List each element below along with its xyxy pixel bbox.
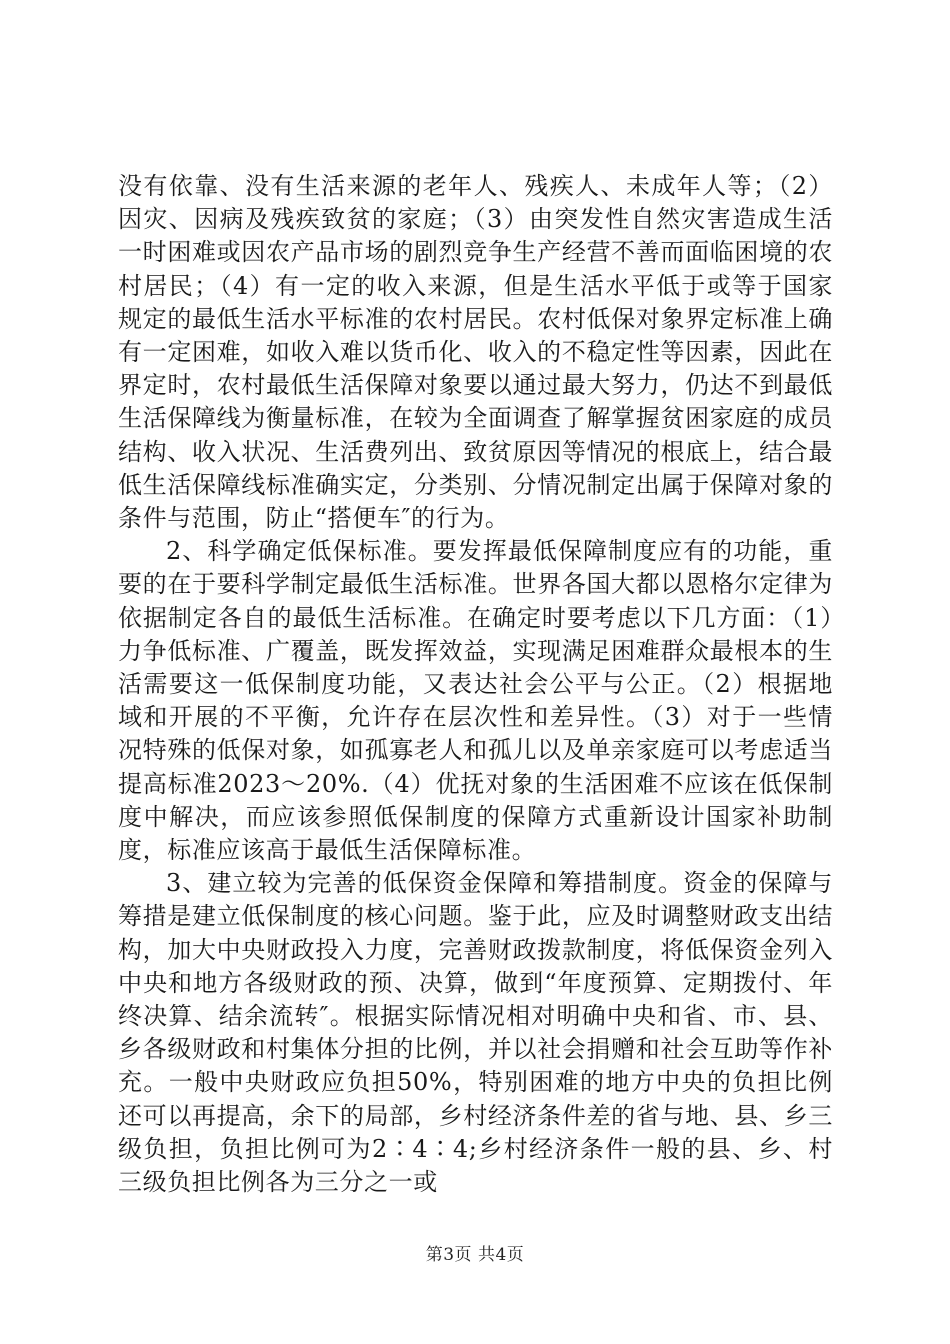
page-footer: [0, 1240, 950, 1265]
document-body: [118, 170, 833, 1199]
paragraph-low-income-standard: 2、科学确定低保标准。要发挥最低保障制度应有的功能，重要的在于要科学制定最低生活标准。世界各国大都以恩格尔定律为依据制定各自的最低生活标准。在确定时要考虑以下几方面：（1）力争低标准、广覆盖，既发挥效益，实现满足困难群众最根本的生活需要这一低保制度功能，又表达社会公平与公正。（2）根据地域和开展的不平衡，允许存在层次性和差异性。（3）对于一些情况特殊的低保对象，如孤寡老人和孤儿以及单亲家庭可以考虑适当提高标准2023～20%.（4）优抚对象的生活困难不应该在低保制度中解决，而应该参照低保制度的保障方式重新设计国家补助制度，标准应该高于最低生活保障标准。: [118, 537, 833, 865]
page-number: 第3页 共4页: [425, 1245, 525, 1265]
paragraph-funding-system: 3、建立较为完善的低保资金保障和筹措制度。资金的保障与筹措是建立低保制度的核心问题。鉴于此，应及时调整财政支出结构，加大中央财政投入力度，完善财政拨款制度，将低保资金列入中央和地方各级财政的预、决算，做到“年度预算、定期拨付、年终决算、结余流转″。根据实际情况相对明确中央和省、市、县、乡各级财政和村集体分担的比例，并以社会捐赠和社会互助等作补充。一般中央财政应负担50%，特别困难的地方中央的负担比例还可以再提高，余下的局部，乡村经济条件差的省与地、县、乡三级负担，负担比例可为2∶4∶4;乡村经济条件一般的县、乡、村三级负担比例各为三分之一或: [118, 869, 833, 1197]
paragraph-continuation: 没有依靠、没有生活来源的老年人、残疾人、未成年人等；（2）因灾、因病及残疾致贫的家庭；（3）由突发性自然灾害造成生活一时困难或因农产品市场的剧烈竞争生产经营不善而面临困境的农村居民；（4）有一定的收入来源，但是生活水平低于或等于国家规定的最低生活水平标准的农村居民。农村低保对象界定标准上确有一定困难，如收入难以货币化、收入的不稳定性等因素，因此在界定时，农村最低生活保障对象要以通过最大努力，仍达不到最低生活保障线为衡量标准，在较为全面调查了解掌握贫困家庭的成员结构、收入状况、生活费列出、致贫原因等情况的根底上，结合最低生活保障线标准确实定，分类别、分情况制定出属于保障对象的条件与范围，防止“搭便车″的行为。: [118, 172, 833, 533]
